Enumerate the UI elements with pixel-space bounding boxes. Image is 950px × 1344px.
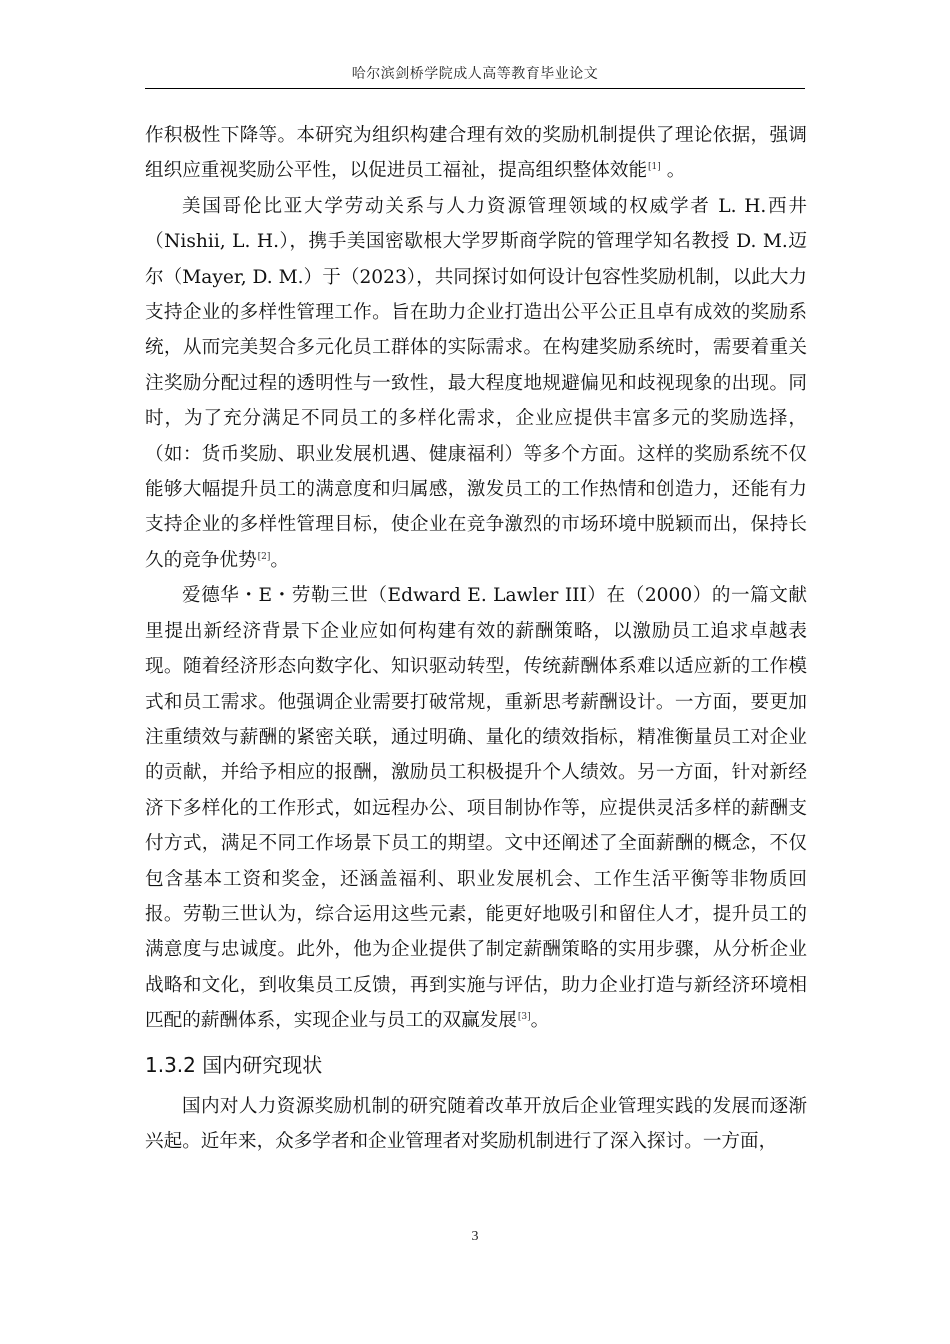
body-text [145, 118, 807, 1159]
paragraph-text: 美国哥伦比亚大学劳动关系与人力资源管理领域的权威学者 L. H.西井（Nishii, L. H.），携手美国密歇根大学罗斯商学院的管理学知名教授 D. M.迈尔（Mayer, D. M.）于（2023），共同探讨如何设计包容性奖励机制，以此大力支持企业的多样性管理工作。旨在助力企业打造出公平公正且卓有成效的奖励系统，从而完美契合多元化员工群体的实际需求。在构建奖励系统时，需要着重关注奖励分配过程的透明性与一致性，最大程度地规避偏见和歧视现象的出现。同时，为了充分满足不同员工的多样化需求，企业应提供丰富多元的奖励选择，（如：货币奖励、职业发展机遇、健康福利）等多个方面。这样的奖励系统不仅能够大幅提升员工的满意度和归属感，激发员工的工作热情和创造力，还能有力支持企业的多样性管理目标，使企业在竞争激烈的市场环境中脱颖而出，保持长久的竞争优势 [145, 195, 807, 571]
paragraph-lawler [145, 578, 807, 1038]
header-rule [145, 88, 805, 89]
section-heading: 1.3.2 国内研究现状 [145, 1052, 323, 1077]
paragraph-tail: 。 [270, 549, 289, 571]
paragraph-tail: 。 [660, 160, 686, 182]
paragraph-tail: 。 [530, 1010, 550, 1032]
paragraph-continuation [145, 118, 807, 189]
page-number: 3 [471, 1229, 479, 1244]
citation-2: [2] [257, 551, 271, 562]
paragraph-nishii-mayer [145, 189, 807, 578]
paragraph-domestic-research: 国内对人力资源奖励机制的研究随着改革开放后企业管理实践的发展而逐渐兴起。近年来，众多学者和企业管理者对奖励机制进行了深入探讨。一方面， [145, 1095, 807, 1152]
citation-1: [1] [648, 162, 661, 173]
running-header: 哈尔滨剑桥学院成人高等教育毕业论文 [351, 66, 599, 82]
paragraph-text: 爱德华・E・劳勒三世（Edward E. Lawler III）在（2000）的一篇文献里提出新经济背景下企业应如何构建有效的薪酬策略，以激励员工追求卓越表现。随着经济形态向数字化、知识驱动转型，传统薪酬体系难以适应新的工作模式和员工需求。他强调企业需要打破常规，重新思考薪酬设计。一方面，要更加注重绩效与薪酬的紧密关联，通过明确、量化的绩效指标，精准衡量员工对企业的贡献，并给予相应的报酬，激励员工积极提升个人绩效。另一方面，针对新经济下多样化的工作形式，如远程办公、项目制协作等，应提供灵活多样的薪酬支付方式，满足不同工作场景下员工的期望。文中还阐述了全面薪酬的概念，不仅包含基本工资和奖金，还涵盖福利、职业发展机会、工作生活平衡等非物质回报。劳勒三世认为，综合运用这些元素，能更好地吸引和留住人才，提升员工的满意度与忠诚度。此外，他为企业提供了制定薪酬策略的实用步骤，从分析企业战略和文化，到收集员工反馈，再到实施与评估，助力企业打造与新经济环境相匹配的薪酬体系，实现企业与员工的双赢发展 [145, 585, 807, 1032]
paragraph-text: 作积极性下降等。本研究为组织构建合理有效的奖励机制提供了理论依据，强调组织应重视奖励公平性，以促进员工福祉，提高组织整体效能 [145, 125, 807, 182]
citation-3: [3] [517, 1012, 531, 1023]
